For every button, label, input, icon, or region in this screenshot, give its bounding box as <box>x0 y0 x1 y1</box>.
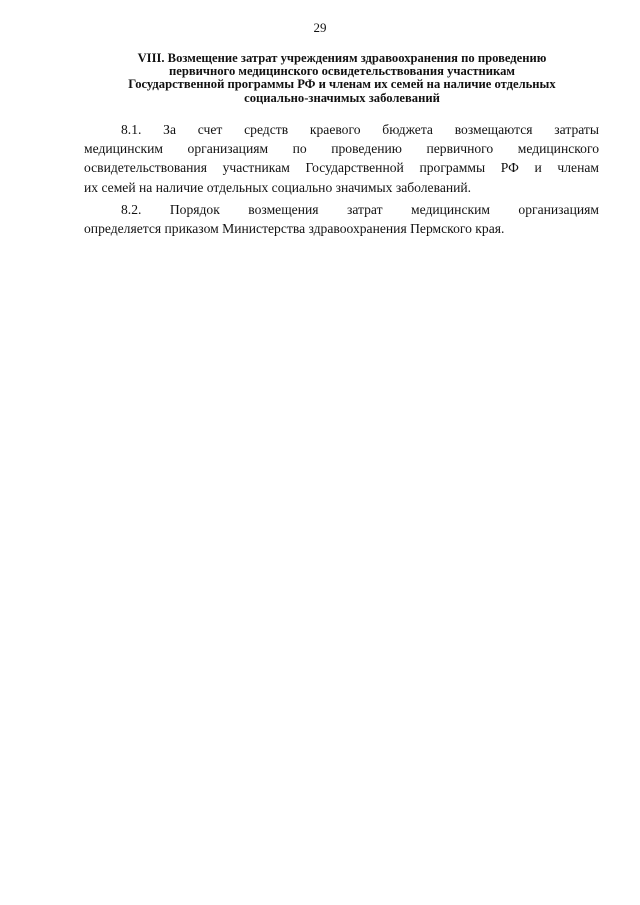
paragraph-line: их семей на наличие отдельных социально значимых заболеваний. <box>84 179 472 195</box>
paragraph-number: 8.2. <box>121 201 142 217</box>
paragraph-number: 8.1. <box>121 122 142 137</box>
section-heading <box>82 52 602 105</box>
paragraph-8-2 <box>84 200 599 238</box>
heading-line: VIII. Возмещение затрат учреждениям здравоохранения по проведению <box>137 51 547 65</box>
section-body <box>84 120 599 238</box>
paragraph-8-1 <box>84 120 599 197</box>
heading-line: Государственной программы РФ и членам их семей на наличие отдельных <box>128 77 556 92</box>
heading-line: социально-значимых заболеваний <box>244 90 440 105</box>
page-number: 29 <box>313 20 327 35</box>
heading-line: первичного медицинского освидетельствования участникам <box>168 64 515 79</box>
paragraph-line: освидетельствования участникам Государственной программы РФ и членам <box>84 160 599 176</box>
paragraph-line: 8.1. За счет средств краевого бюджета возмещаются затраты <box>121 122 600 137</box>
paragraph-line: определяется приказом Министерства здравоохранения Пермского края. <box>84 221 505 237</box>
paragraph-line: 8.2. Порядок возмещения затрат медицинским организациям <box>121 201 599 217</box>
paragraph-line: медицинским организациям по проведению первичного медицинского <box>84 141 599 157</box>
